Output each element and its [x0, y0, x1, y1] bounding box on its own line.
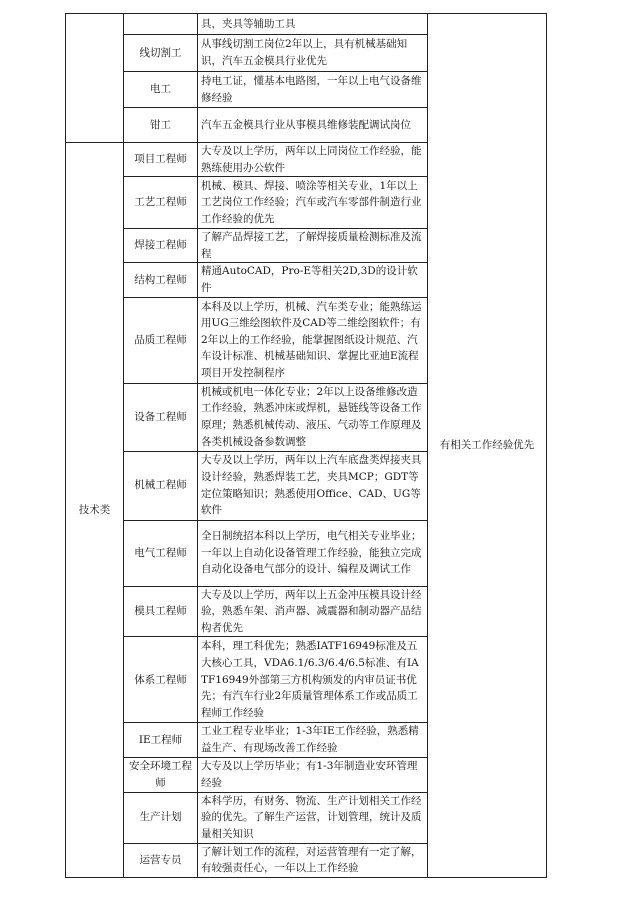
- role-cell: 电工: [124, 72, 198, 108]
- role-cell: 品质工程师: [124, 297, 198, 383]
- requirement-cell: 大专及以上学历，两年以上汽车底盘类焊接夹具设计经验，熟悉焊装工艺，夹具MCP；GDT等定位策略知识；熟悉使用Office、CAD、UG等软件: [198, 451, 428, 520]
- requirements-table: [65, 13, 547, 878]
- role-cell: 项目工程师: [124, 143, 198, 177]
- requirement-cell: 大专及以上学历，两年以上五金冲压模具设计经验，熟悉车架、消声器、减震器和制动器产品结构者优先: [198, 586, 428, 637]
- requirement-cell: 本科，理工科优先；熟悉IATF16949标准及五大核心工具，VDA6.1/6.3/6.4/6.5标准、有IATF16949外部第三方机构颁发的内审员证书优先；有汽车行业2年质量管理体系工作或品质工程师工作经验: [198, 637, 428, 723]
- role-cell: 模具工程师: [124, 586, 198, 637]
- requirement-cell: 机械、模具、焊接、喷涂等相关专业，1年以上工艺岗位工作经验；汽车或汽车零部件制造行业工作经验的优先: [198, 177, 428, 229]
- requirement-cell: 大专及以上学历，两年以上同岗位工作经验，能熟练使用办公软件: [198, 143, 428, 177]
- requirement-cell: 本科学历，有财务、物流、生产计划相关工作经验的优先。了解生产运营，计划管理，统计及质量相关知识: [198, 792, 428, 843]
- role-cell: 焊接工程师: [124, 229, 198, 263]
- requirement-cell: 本科及以上学历，机械、汽车类专业；能熟练运用UG三维绘图软件及CAD等二维绘图软件；有2年以上的工作经验，能掌握图纸设计规范、汽车设计标准、机械基础知识、掌握比亚迪E流程项目开发控制程序: [198, 297, 428, 383]
- requirement-cell: 精通AutoCAD，Pro-E等相关2D,3D的设计软件: [198, 263, 428, 297]
- role-cell: [124, 14, 198, 35]
- role-cell: 生产计划: [124, 792, 198, 843]
- role-cell: 机械工程师: [124, 451, 198, 520]
- role-cell: 设备工程师: [124, 383, 198, 451]
- category-cell: 技术类: [66, 143, 124, 878]
- requirement-cell: 全日制统招本科以上学历，电气相关专业毕业；一年以上自动化设备管理工作经验，能独立完成自动化设备电气部分的设计、编程及调试工作: [198, 520, 428, 586]
- requirement-cell: 具，夹具等辅助工具: [198, 14, 428, 35]
- role-cell: 工艺工程师: [124, 177, 198, 229]
- role-cell: 安全环境工程师: [124, 757, 198, 792]
- role-cell: IE工程师: [124, 723, 198, 757]
- requirement-cell: 了解计划工作的流程，对运营管理有一定了解，有较强责任心，一年以上工作经验: [198, 843, 428, 877]
- requirement-cell: 从事线切割工岗位2年以上，具有机械基础知识，汽车五金模具行业优先: [198, 35, 428, 72]
- preference-cell: 有相关工作经验优先: [428, 14, 547, 878]
- table-row: [66, 14, 547, 35]
- role-cell: 线切割工: [124, 35, 198, 72]
- role-cell: 运营专员: [124, 843, 198, 877]
- category-cell-blank: [66, 14, 124, 143]
- requirement-cell: 大专及以上学历毕业；有1-3年制造业安环管理经验: [198, 757, 428, 792]
- requirement-cell: 汽车五金模具行业从事模具维修装配调试岗位: [198, 108, 428, 143]
- role-cell: 结构工程师: [124, 263, 198, 297]
- role-cell: 体系工程师: [124, 637, 198, 723]
- role-cell: 钳工: [124, 108, 198, 143]
- requirement-cell: 了解产品焊接工艺，了解焊接质量检测标准及流程: [198, 229, 428, 263]
- requirement-cell: 持电工证，懂基本电路图，一年以上电气设备维修经验: [198, 72, 428, 108]
- requirement-cell: 机械或机电一体化专业；2年以上设备维修改造工作经验，熟悉冲床或焊机，悬链线等设备工作原理；熟悉机械传动、液压、气动等工作原理及各类机械设备参数调整: [198, 383, 428, 451]
- table-body: [66, 14, 547, 878]
- role-cell: 电气工程师: [124, 520, 198, 586]
- requirement-cell: 工业工程专业毕业；1-3年IE工作经验，熟悉精益生产、有现场改善工作经验: [198, 723, 428, 757]
